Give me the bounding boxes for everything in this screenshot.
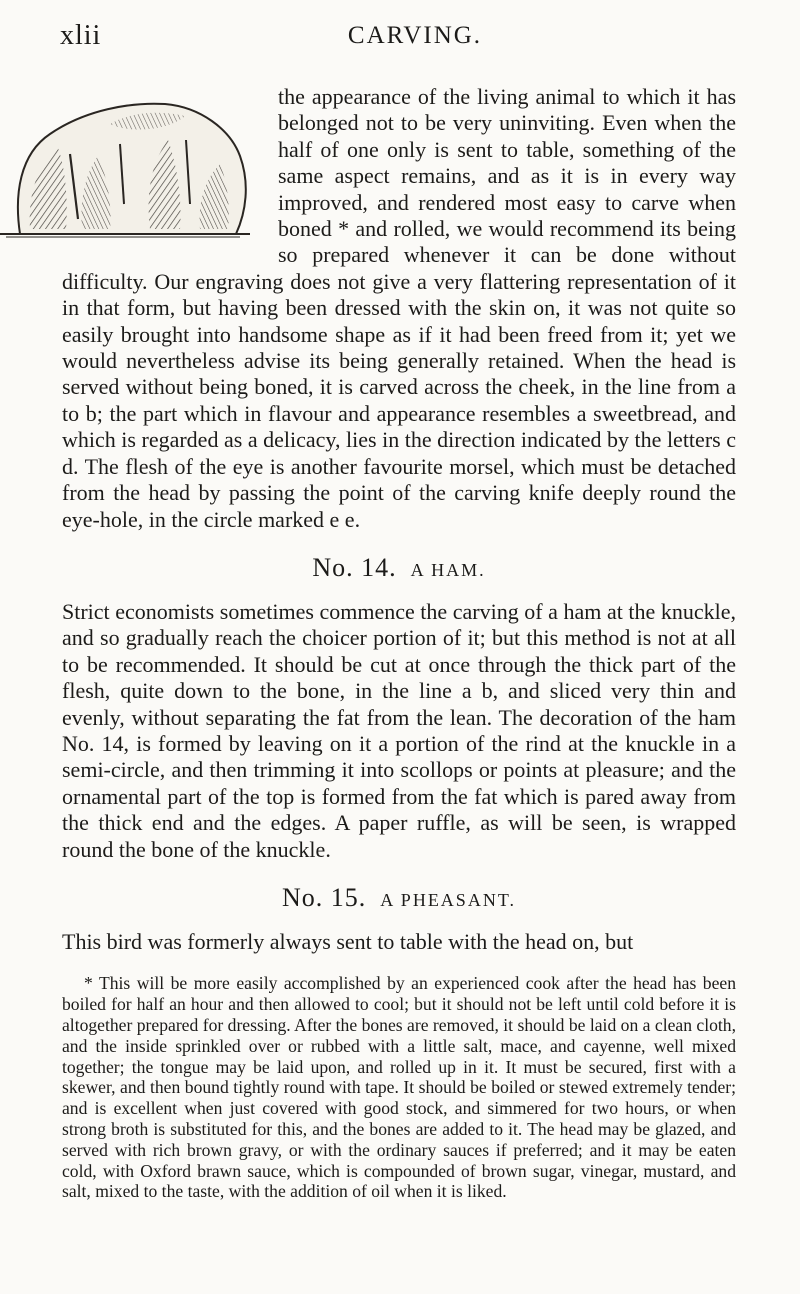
section-14-heading xyxy=(62,553,736,583)
section-14-number: No. 14. xyxy=(312,552,397,582)
section-14-text: Strict economists sometimes commence the carving of a ham at the knuckle, and so gradually reach the choicer portion of it; but this method is not at all to be recommended. It should be cut at once through the thick part of the flesh, quite down to the bone, in the line a b, and sliced very thin and evenly, without separating the fat from the lean. The decoration of the ham No. 14, is formed by leaving on it a portion of the rind at the knuckle in a semi-circle, and then trimming it into scollops or points at pleasure; and the ornamental part of the top is formed from the fat which is pared away from the thick end and the edges. A paper ruffle, as will be seen, is wrapped round the bone of the knuckle. xyxy=(62,598,736,862)
body-text xyxy=(62,84,736,1202)
rolled-head-engraving-icon xyxy=(0,84,272,244)
page-header xyxy=(60,20,740,56)
intro-text: the appearance of the living animal to which it has belonged not to be very uninviting. Even when the half of one only is sent to table, something of the same aspect remains, and as it is in every way improved, and rendered most easy to carve when boned * and rolled, we would recommend its being so prepared whenever it can be done without difficulty. Our engraving does not give a very flattering representation of it in that form, but having been dressed with the skin on, it was not quite so easily brought into handsome shape as if it had been freed from it; yet we would nevertheless advise its being generally retained. When the head is served without being boned, it is carved across the cheek, in the line from a to b; the part which in flavour and appearance resembles a sweetbread, and which is regarded as a delicacy, lies in the direction indicated by the letters c d. The flesh of the eye is another favourite morsel, which must be detached from the head by passing the point of the carving knife deeply round the eye-hole, in the circle marked e e. xyxy=(62,84,736,532)
section-15-heading xyxy=(62,883,736,913)
section-15-title: A PHEASANT. xyxy=(380,889,516,910)
section-15-number: No. 15. xyxy=(282,882,367,912)
footnote: * This will be more easily accomplished by an experienced cook after the head has been boiled for half an hour and then allowed to cool; but it should not be left until cold before it is altogether prepared for dressing. After the bones are removed, it should be laid on a clean cloth, and the inside sprinkled over or rubbed with a little salt, mace, and cayenne, well mixed together; the tongue may be laid upon, and rolled up in it. It must be secured, first with a skewer, and then bound tightly round with tape. It should be boiled or stewed extremely tender; and is excellent when just covered with good stock, and simmered for two hours, or when strong broth is substituted for this, and the bones are added to it. The head may be glazed, and served with rich brown gravy, or with the ordinary sauces if preferred; and it may be eaten cold, with Oxford brawn sauce, which is compounded of brown sugar, vinegar, mustard, and salt, mixed to the taste, with the addition of oil when it is liked. xyxy=(62,973,736,1202)
intro-paragraph xyxy=(62,84,736,533)
page-number: xlii xyxy=(60,20,102,51)
section-14-title: A HAM. xyxy=(410,559,486,580)
section-15-text: This bird was formerly always sent to table with the head on, but xyxy=(62,928,634,954)
running-head: CARVING. xyxy=(347,22,483,49)
